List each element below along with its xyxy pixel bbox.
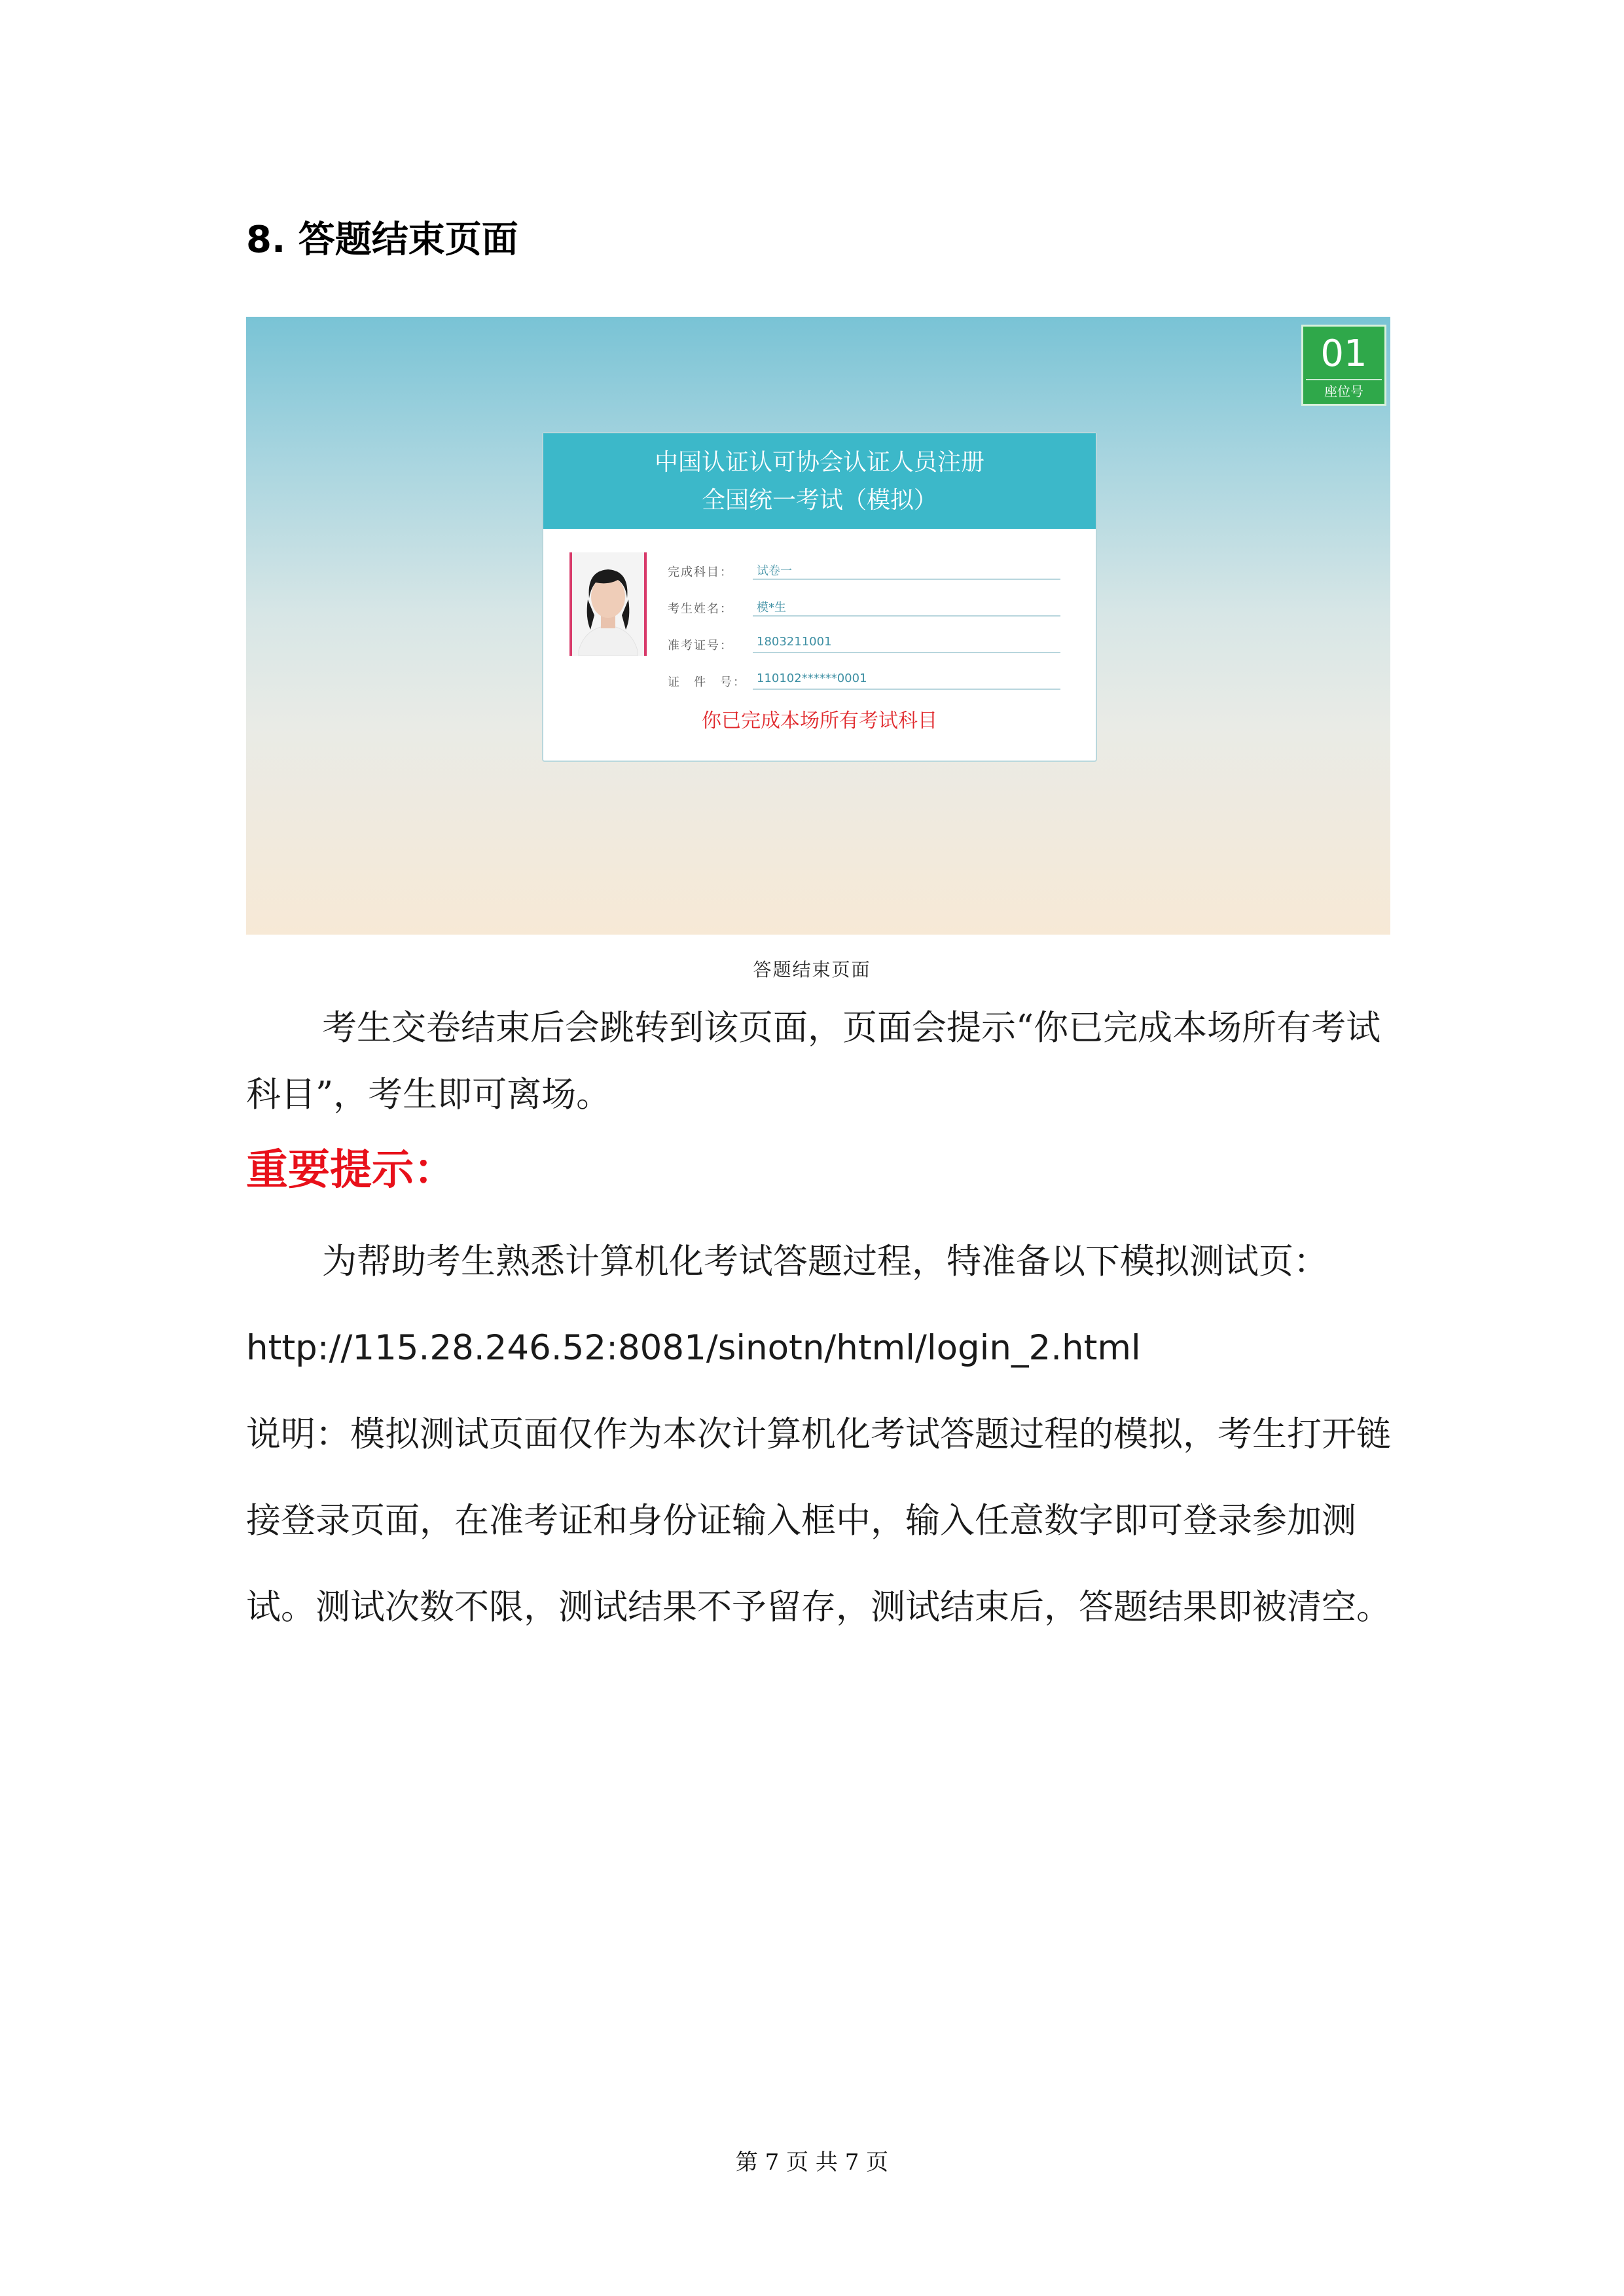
paragraph-explanation: 说明：模拟测试页面仅作为本次计算机化考试答题过程的模拟，考生打开链接登录页面，在准考证和身份证输入框中，输入任意数字即可登录参加测试。测试次数不限，测试结果不予留存，测试结束后，答题结果即被清空。 [246, 1414, 1391, 1627]
seat-divider [1306, 379, 1382, 380]
field-label: 证 件 号： [668, 675, 746, 689]
field-underline [753, 615, 1060, 617]
paragraph-mock-test [246, 1219, 1398, 1391]
field-label: 准考证号： [668, 639, 733, 653]
field-value: 模*生 [757, 601, 786, 615]
field-label: 完成科目： [668, 565, 733, 579]
card-title-line2: 全国统一考试（模拟） [701, 487, 937, 514]
paragraph-exam-end: 考生交卷结束后会跳转到该页面，页面会提示“你已完成本场所有考试科目”，考生即可离场。 [246, 1008, 1381, 1115]
candidate-photo [569, 552, 647, 656]
field-value: 110102******0001 [757, 672, 867, 685]
card-title-line1: 中国认证认可协会认证人员注册 [654, 449, 984, 476]
important-notice-title: 重要提示： [246, 1146, 456, 1194]
figure-caption: 答题结束页面 [753, 959, 871, 980]
field-subject [668, 548, 1060, 585]
field-underline [753, 689, 1060, 690]
seat-label: 座位号 [1324, 384, 1363, 399]
field-value: 试卷一 [757, 564, 792, 578]
candidate-card [542, 432, 1097, 762]
field-admission-number [668, 622, 1060, 658]
completion-message: 你已完成本场所有考试科目 [702, 709, 937, 732]
field-value: 1803211001 [757, 635, 832, 649]
exam-end-screenshot [246, 317, 1390, 935]
mock-test-link[interactable]: http://115.28.246.52:8081/sinotn/html/login_2.html [246, 1328, 1141, 1368]
field-label: 考生姓名： [668, 602, 733, 616]
mock-test-text: 为帮助考生熟悉计算机化考试答题过程，特准备以下模拟测试页： [322, 1242, 1328, 1282]
field-name [668, 585, 1060, 622]
seat-number: 01 [1320, 332, 1367, 375]
portrait-icon [572, 552, 644, 656]
field-id-number [668, 658, 1060, 695]
field-underline [753, 652, 1060, 653]
page-footer: 第 7 页 共 7 页 [735, 2149, 889, 2176]
section-heading: 8. 答题结束页面 [246, 219, 518, 261]
seat-number-badge [1301, 325, 1386, 406]
candidate-fields [668, 548, 1060, 695]
card-header [543, 433, 1096, 529]
field-underline [753, 579, 1060, 580]
